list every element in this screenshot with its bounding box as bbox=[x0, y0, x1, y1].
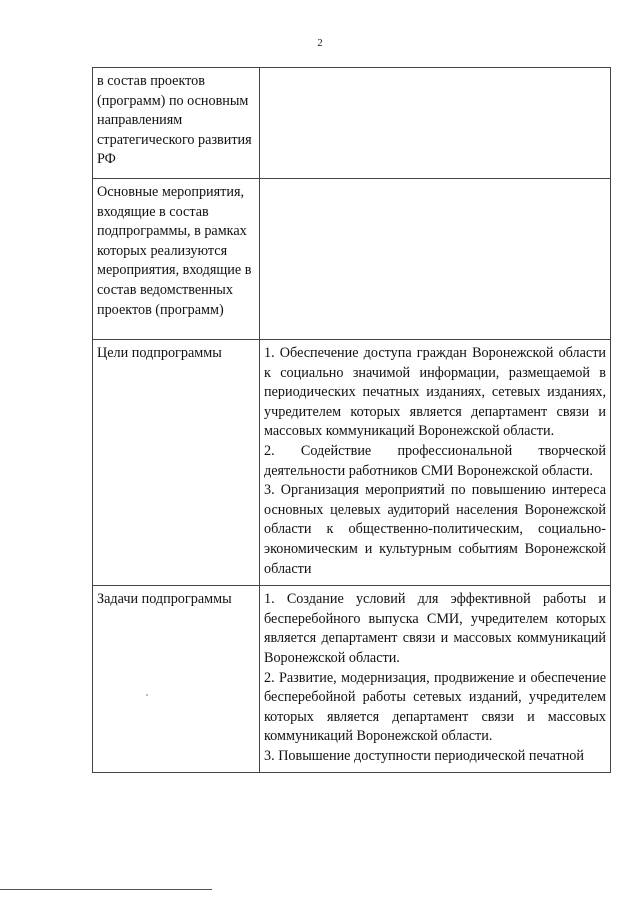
row-label-tasks: Задачи подпрограммы bbox=[93, 586, 260, 773]
table-row bbox=[93, 586, 611, 773]
row-value-empty bbox=[260, 68, 611, 179]
table-row bbox=[93, 340, 611, 586]
table-row bbox=[93, 179, 611, 340]
subprogram-passport-table bbox=[92, 67, 611, 773]
row-label-main-activities: Основные мероприятия, входящие в состав подпрограммы, в рамках которых реализуются мероприятия, входящие в состав ведомственных проектов (программ) bbox=[93, 179, 260, 340]
row-value-goals bbox=[260, 340, 611, 586]
footnote-divider bbox=[0, 889, 212, 890]
goal-item: 3. Организация мероприятий по повышению интереса основных целевых аудиторий населения Воронежской области к общественно-политическим, социально-экономическим и культурным событиям Воронежской области bbox=[264, 482, 606, 577]
row-label-goals: Цели подпрограммы bbox=[93, 340, 260, 586]
scan-speck bbox=[146, 694, 148, 696]
task-item: 1. Создание условий для эффективной работы и бесперебойного выпуска СМИ, учредителем которых является департамент связи и массовых коммуникаций Воронежской области. bbox=[264, 591, 606, 666]
row-label-strategic-projects: в состав проектов (программ) по основным направлениям стратегического развития РФ bbox=[93, 68, 260, 179]
row-value-tasks bbox=[260, 586, 611, 773]
goal-item: 1. Обеспечение доступа граждан Воронежской области к социально значимой информации, размещаемой в периодических печатных изданиях, сетевых изданиях, учредителем которых является департамент связи и массовых коммуникаций Воронежской области. bbox=[264, 345, 606, 440]
task-item: 3. Повышение доступности периодической печатной bbox=[264, 747, 584, 764]
task-item: 2. Развитие, модернизация, продвижение и обеспечение бесперебойной работы сетевых изданий, учредителем которых является департамент связи и массовых коммуникаций Воронежской области. bbox=[264, 669, 606, 745]
goal-item: 2. Содействие профессиональной творческой деятельности работников СМИ Воронежской области. bbox=[264, 442, 606, 479]
page-number: 2 bbox=[317, 37, 323, 49]
row-value-empty bbox=[260, 179, 611, 340]
table-row bbox=[93, 68, 611, 179]
